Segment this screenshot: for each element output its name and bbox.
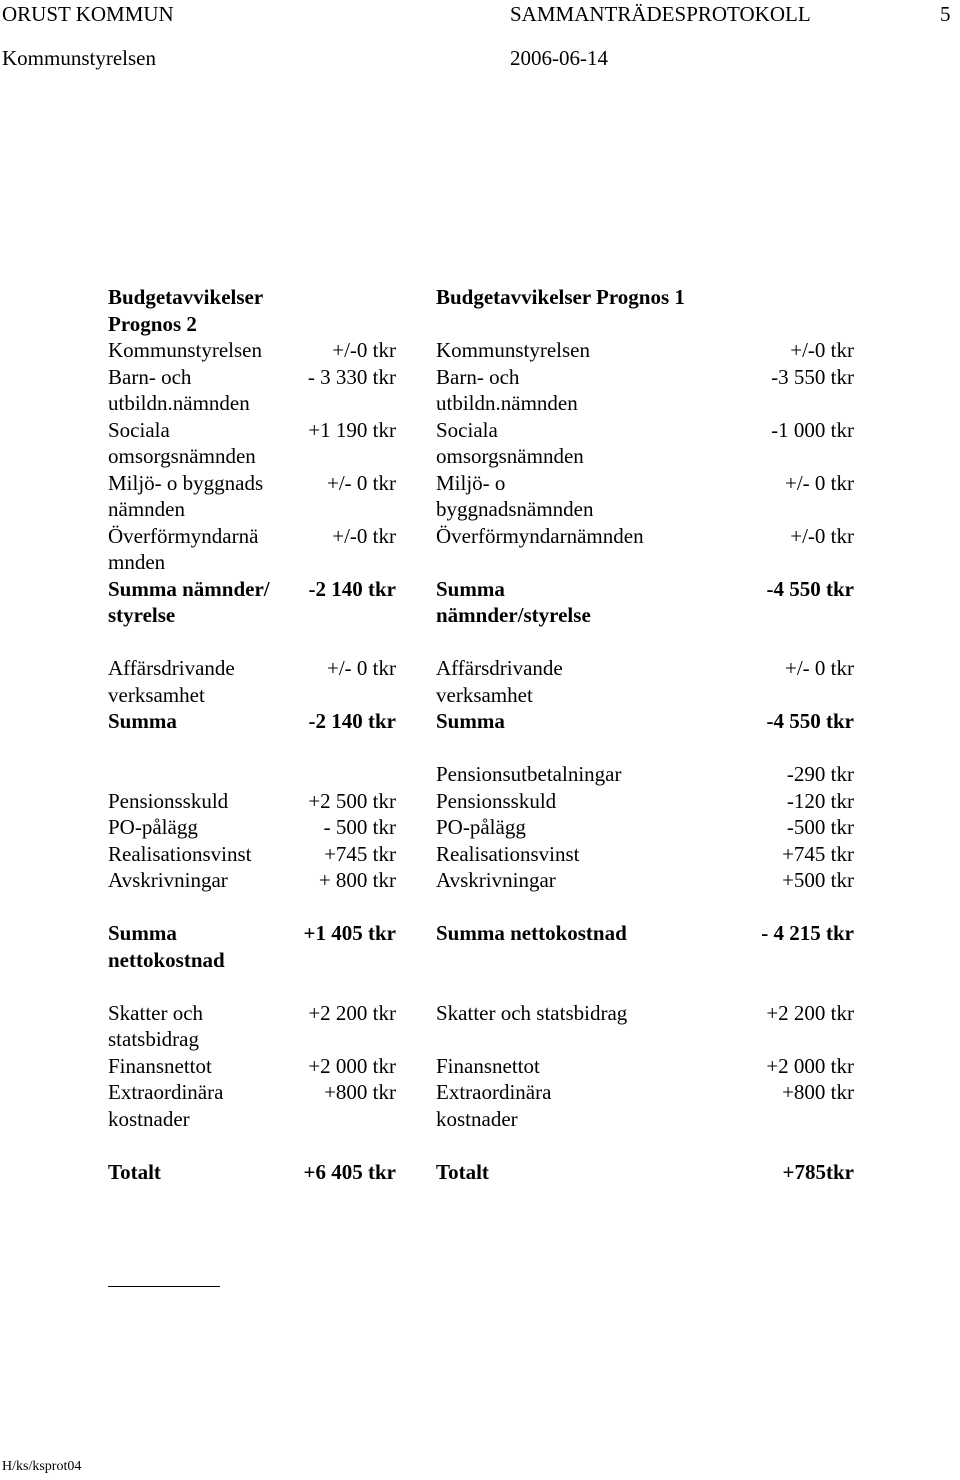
row-value-right: -1 000 tkr: [771, 417, 854, 442]
row-value-left: +6 405 tkr: [303, 1159, 396, 1184]
row-value-left: +2 500 tkr: [308, 788, 396, 813]
board-name: Kommunstyrelsen: [2, 46, 156, 70]
row-label-left: Summa nämnder/styrelse: [108, 576, 270, 627]
row-value-right: +/- 0 tkr: [785, 656, 854, 680]
row-value-right: +745 tkr: [782, 841, 854, 866]
row-value-right: +800 tkr: [782, 1080, 854, 1104]
row-label-left: Pensionsskuld: [108, 788, 229, 813]
row-value-right: +/- 0 tkr: [785, 470, 854, 495]
row-label-right: Finansnettot: [436, 1053, 540, 1078]
row-value-left: +1 190 tkr: [308, 417, 396, 442]
row-value-right: -290 tkr: [786, 762, 854, 786]
spacer: [108, 735, 854, 762]
row-value-right: -500 tkr: [786, 815, 854, 839]
row-label-left: Sociala omsorgsnämnden: [108, 417, 256, 468]
row-value-left: +2 200 tkr: [308, 1000, 396, 1025]
row-label-left: Kommunstyrelsen: [108, 338, 262, 362]
row-label-right: Överförmyndarnämnden: [436, 523, 644, 548]
row-value-right: +500 tkr: [782, 868, 854, 892]
protocol-title: SAMMANTRÄDESPROTOKOLL: [510, 2, 811, 26]
row-label-right: Summa: [436, 709, 505, 733]
row-value-left: +745 tkr: [324, 841, 396, 866]
row-label-left: Skatter och statsbidrag: [108, 1000, 204, 1051]
row-label-right: Barn- och utbildn.nämnden: [436, 364, 578, 415]
row-label-left: Extraordinära kostnader: [108, 1080, 224, 1131]
row-value-left: +/-0 tkr: [332, 338, 396, 362]
row-label-right: Affärsdrivande verksamhet: [436, 656, 563, 707]
row-label-left: Summa nettokostnad: [108, 921, 225, 972]
row-label-left: Barn- och utbildn.nämnden: [108, 364, 250, 415]
row-label-right: Skatter och statsbidrag: [436, 1000, 628, 1025]
row-label-right: Realisationsvinst: [436, 841, 580, 866]
row-label-right: Sociala omsorgsnämnden: [436, 417, 584, 468]
row-value-left: + 800 tkr: [318, 868, 396, 892]
row-label-left: Avskrivningar: [108, 868, 228, 892]
row-value-left: [278, 761, 396, 788]
row-value-right: +/-0 tkr: [790, 338, 854, 362]
budget-deviation-table: [108, 284, 854, 1185]
row-label-left: Totalt: [108, 1159, 161, 1184]
row-label-right: Pensionsskuld: [436, 788, 557, 813]
row-value-left: +1 405 tkr: [303, 921, 396, 945]
spacer: [108, 629, 854, 656]
row-value-right: -4 550 tkr: [766, 576, 854, 601]
header-right: Budgetavvikelser Prognos 1: [436, 285, 685, 309]
row-label-right: Totalt: [436, 1159, 489, 1184]
row-label-left: Miljö- o byggnadsnämnden: [108, 470, 264, 521]
row-value-right: +2 200 tkr: [766, 1000, 854, 1025]
row-label-right: Kommunstyrelsen: [436, 338, 590, 362]
row-value-right: - 4 215 tkr: [761, 921, 854, 945]
meeting-date: 2006-06-14: [510, 46, 608, 70]
row-label-right: Miljö- o byggnadsnämnden: [436, 470, 594, 521]
row-label-left: Realisationsvinst: [108, 841, 252, 866]
row-value-left: -2 140 tkr: [308, 709, 396, 733]
row-value-right: +785tkr: [782, 1159, 854, 1184]
row-label-left: Finansnettot: [108, 1053, 212, 1078]
page-number: 5: [940, 2, 951, 26]
row-label-right: Summa nettokostnad: [436, 921, 627, 945]
row-value-right: +2 000 tkr: [766, 1053, 854, 1078]
spacer: [108, 1132, 854, 1159]
row-value-right: +/-0 tkr: [790, 523, 854, 548]
row-value-right: -3 550 tkr: [771, 364, 854, 389]
footer-path: H/ks/ksprot04: [2, 1459, 82, 1474]
spacer: [108, 894, 854, 921]
row-label-left: Affärsdrivande verksamhet: [108, 656, 235, 707]
row-value-left: +2 000 tkr: [308, 1053, 396, 1078]
spacer: [108, 973, 854, 1000]
row-value-left: +/- 0 tkr: [327, 470, 396, 495]
row-label-right: Extraordinära kostnader: [436, 1080, 552, 1131]
row-value-right: -120 tkr: [786, 788, 854, 813]
row-label-right: PO-pålägg: [436, 815, 526, 839]
row-value-left: -2 140 tkr: [308, 576, 396, 601]
header-left: Budgetavvikelser Prognos 2: [108, 285, 263, 336]
row-value-left: - 500 tkr: [323, 815, 396, 839]
row-value-right: -4 550 tkr: [766, 709, 854, 733]
row-label-right: Pensionsutbetalningar: [436, 762, 622, 786]
org-name: ORUST KOMMUN: [2, 2, 174, 26]
row-label-right: Summa nämnder/styrelse: [436, 576, 591, 627]
row-value-left: - 3 330 tkr: [307, 364, 396, 389]
row-label-left: [108, 761, 278, 788]
row-label-left: Överförmyndarnämnden: [108, 523, 259, 574]
row-value-left: +/-0 tkr: [332, 523, 396, 548]
row-value-left: +/- 0 tkr: [327, 656, 396, 680]
row-value-left: +800 tkr: [324, 1080, 396, 1104]
row-label-left: Summa: [108, 709, 177, 733]
row-label-right: Avskrivningar: [436, 868, 556, 892]
signature-rule: [108, 1286, 220, 1287]
row-label-left: PO-pålägg: [108, 815, 198, 839]
